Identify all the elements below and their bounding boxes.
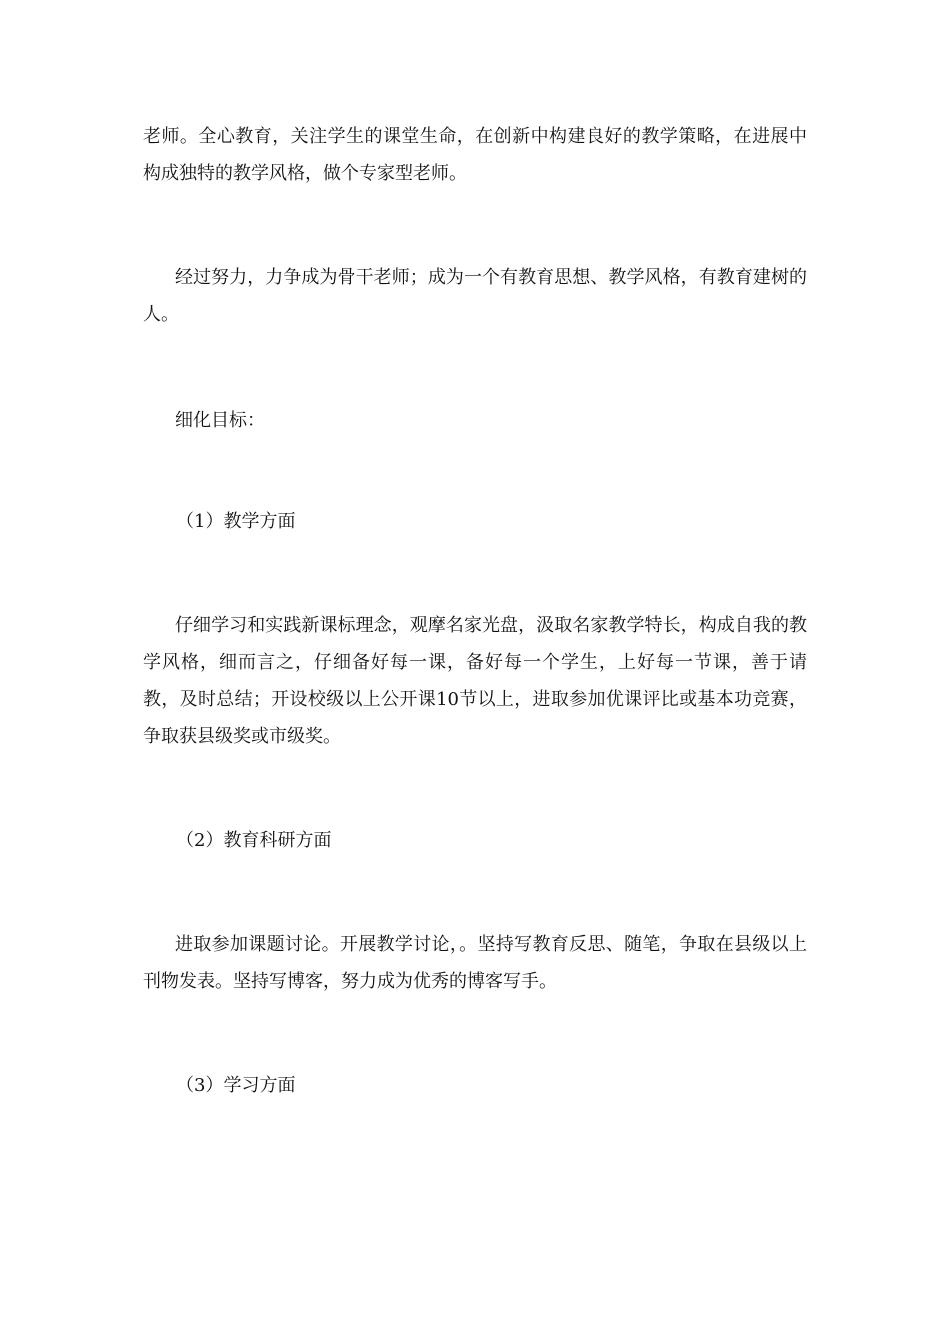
paragraph-detailed-goals-label: 细化目标： [175,410,265,431]
section-heading-teaching: （1）教学方面 [176,511,296,532]
paragraph-teaching: 仔细学习和实践新课标理念，观摩名家光盘，汲取名家教学特长，构成自我的教学风格，细而言之，仔细备好每一课，备好每一个学生，上好每一节课，善于请教，及时总结；开设校级以上公开课10节以上，进取参加优课评比或基本功竞赛，争取获县级奖或市级奖。 [143,615,807,747]
paragraph-goal: 经过努力，力争成为骨干老师；成为一个有教育思想、教学风格，有教育建树的人。 [143,267,807,325]
section-heading-study: （3）学习方面 [176,1075,296,1096]
paragraph-research: 进取参加课题讨论。开展教学讨论，。坚持写教育反思、随笔，争取在县级以上刊物发表。坚持写博客，努力成为优秀的博客写手。 [143,934,807,992]
paragraph-continuation: 老师。全心教育，关注学生的课堂生命，在创新中构建良好的教学策略，在进展中构成独特的教学风格，做个专家型老师。 [143,126,807,184]
section-heading-research: （2）教育科研方面 [176,830,332,851]
